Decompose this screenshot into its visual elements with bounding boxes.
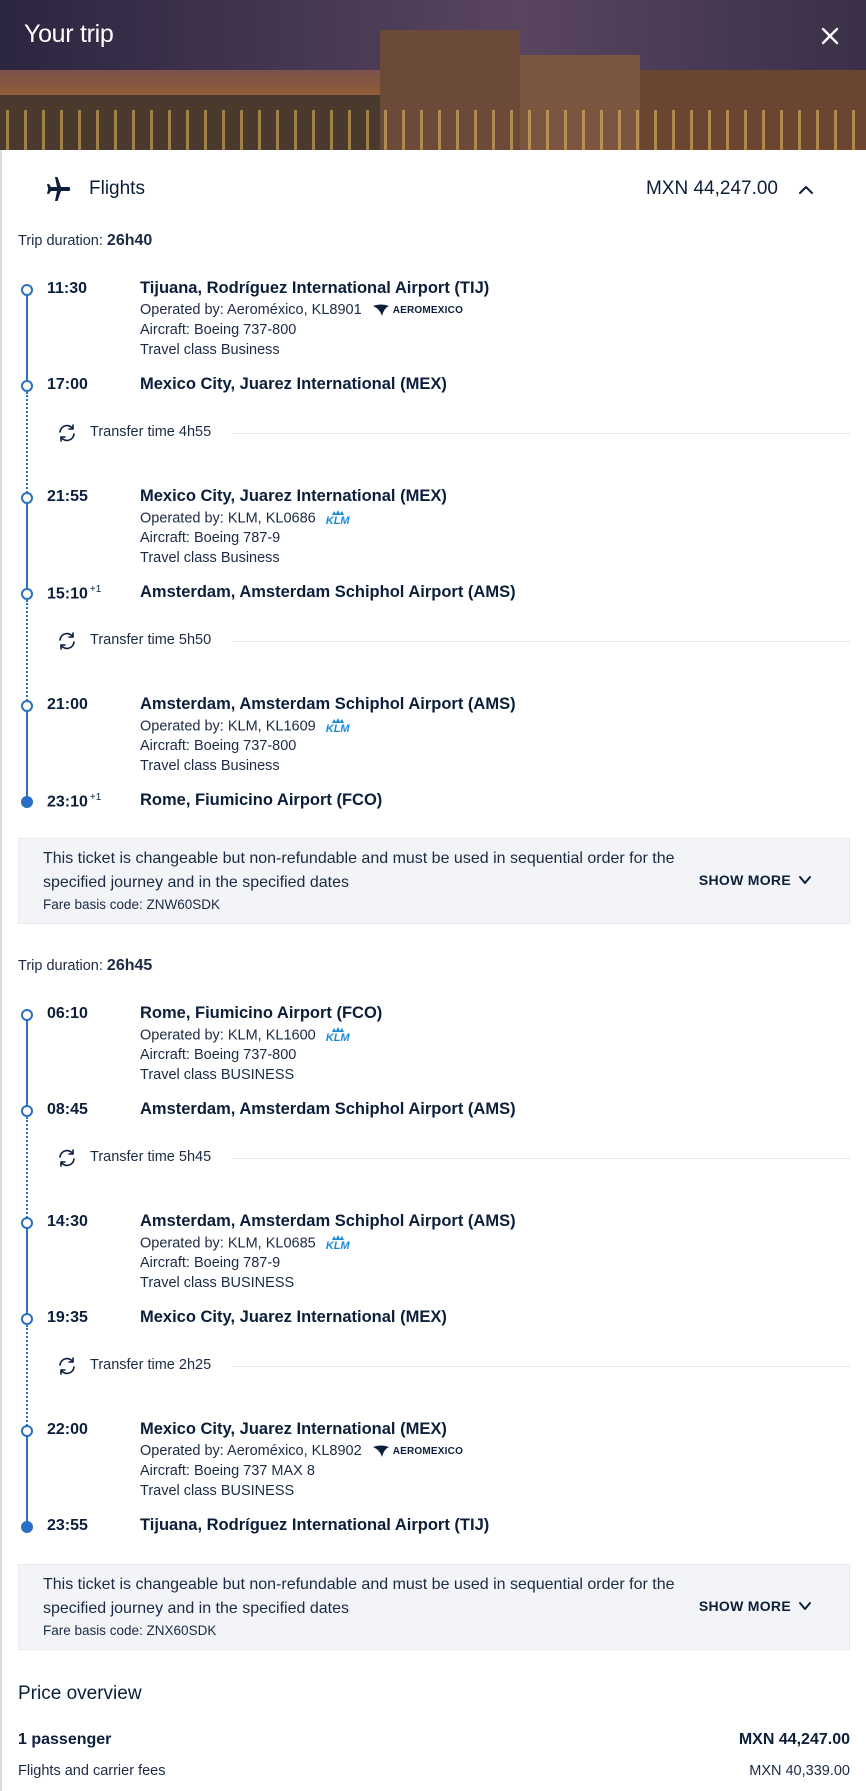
- price-overview-title: Price overview: [18, 1683, 142, 1704]
- trip-duration-value: 26h40: [106, 232, 153, 249]
- travel-class: Travel class BUSINESS: [140, 1067, 295, 1083]
- operated-by: [140, 1027, 350, 1044]
- trip-duration-label: Trip duration:: [18, 233, 103, 249]
- passengers-total: MXN 44,247.00: [738, 1731, 850, 1748]
- departure-airport: Amsterdam, Amsterdam Schiphol Airport (AMS): [140, 695, 516, 713]
- departure-airport: Amsterdam, Amsterdam Schiphol Airport (AMS): [140, 1212, 516, 1230]
- arrival-time-value: 17:00: [47, 376, 88, 393]
- timeline-line: [26, 1431, 28, 1527]
- fare-conditions-box: [18, 1564, 850, 1650]
- divider: [232, 1158, 850, 1159]
- passengers-label: 1 passenger: [18, 1731, 112, 1748]
- hero-lights: [0, 110, 866, 150]
- timeline-final-dot: [21, 796, 33, 808]
- arrival-airport: Tijuana, Rodríguez International Airport (TIJ): [140, 1516, 490, 1534]
- timeline-departure-dot: [21, 1425, 33, 1437]
- transfer-time: Transfer time 4h55: [90, 424, 212, 440]
- fare-basis-code: Fare basis code: ZNX60SDK: [43, 1623, 217, 1638]
- timeline-departure-dot: [21, 492, 33, 504]
- klm-logo-text: KLM: [325, 723, 350, 735]
- arrival-time: [47, 376, 88, 394]
- operated-by: [140, 1235, 350, 1252]
- arrival-time: [47, 1101, 88, 1119]
- aircraft: Aircraft: Boeing 737 MAX 8: [140, 1463, 315, 1479]
- aeromexico-eagle-icon: [372, 1444, 390, 1458]
- transfer-row: [0, 1143, 866, 1173]
- arrival-airport: Mexico City, Juarez International (MEX): [140, 375, 447, 393]
- trip-duration-value: 26h45: [106, 957, 153, 974]
- timeline-departure-dot: [21, 1009, 33, 1021]
- aircraft: Aircraft: Boeing 737-800: [140, 322, 297, 338]
- chevron-down-icon: [797, 1598, 813, 1614]
- timeline-arrival-dot: [21, 1313, 33, 1325]
- next-day-marker: +1: [89, 792, 102, 803]
- transfer-time: Transfer time 5h50: [90, 632, 212, 648]
- fare-conditions-box: [18, 838, 850, 924]
- timeline-line: [26, 1223, 28, 1319]
- departure-time: 06:10: [47, 1005, 88, 1022]
- close-icon: [816, 22, 844, 50]
- operated-by-text: Operated by: KLM, KL1609: [140, 718, 316, 735]
- aeromexico-logo: [372, 1444, 463, 1458]
- flights-label: Flights: [89, 178, 145, 199]
- timeline-arrival-dot: [21, 380, 33, 392]
- klm-logo: [326, 1027, 350, 1044]
- transfer-row: [0, 418, 866, 448]
- aeromexico-logo-text: AEROMEXICO: [392, 1445, 464, 1457]
- timeline-line: [26, 706, 28, 802]
- operated-by: [140, 1443, 463, 1459]
- fare-conditions-text: This ticket is changeable but non-refundable and must be used in sequential order for the specified journey and in the specified dates: [43, 850, 675, 891]
- timeline-line: [26, 1015, 28, 1111]
- departure-time: 22:00: [47, 1421, 88, 1438]
- departure-time: 21:00: [47, 696, 88, 713]
- arrival-airport: Amsterdam, Amsterdam Schiphol Airport (AMS): [140, 1100, 516, 1118]
- departure-time: 11:30: [47, 280, 88, 297]
- arrival-time: [47, 1309, 88, 1327]
- close-button[interactable]: [816, 22, 844, 50]
- travel-class: Travel class Business: [140, 342, 280, 358]
- fare-basis-code: Fare basis code: ZNW60SDK: [43, 897, 221, 912]
- klm-logo: [326, 718, 350, 735]
- operated-by: [140, 510, 350, 527]
- departure-airport: Rome, Fiumicino Airport (FCO): [140, 1004, 383, 1022]
- travel-class: Travel class BUSINESS: [140, 1275, 295, 1291]
- arrival-time: [47, 1517, 88, 1535]
- transfer-icon: [57, 1356, 77, 1376]
- travel-class: Travel class Business: [140, 550, 280, 566]
- departure-airport: Tijuana, Rodríguez International Airport (TIJ): [140, 279, 490, 297]
- arrival-airport: Mexico City, Juarez International (MEX): [140, 1308, 447, 1326]
- departure-airport: Mexico City, Juarez International (MEX): [140, 487, 447, 505]
- aircraft: Aircraft: Boeing 737-800: [140, 738, 297, 754]
- flights-section-header[interactable]: [0, 150, 866, 230]
- transfer-icon: [57, 631, 77, 651]
- show-more-button[interactable]: [699, 1598, 813, 1614]
- arrival-time-value: 15:10: [47, 585, 88, 603]
- aeromexico-logo: [372, 303, 463, 317]
- arrival-airport: Amsterdam, Amsterdam Schiphol Airport (AMS): [140, 583, 516, 601]
- operated-by-text: Operated by: Aeroméxico, KL8902: [140, 1443, 362, 1459]
- transfer-row: [0, 626, 866, 656]
- chevron-down-icon: [797, 872, 813, 888]
- timeline-arrival-dot: [21, 588, 33, 600]
- operated-by: [140, 302, 463, 318]
- trip-duration-label: Trip duration:: [18, 958, 103, 974]
- aircraft: Aircraft: Boeing 737-800: [140, 1047, 297, 1063]
- travel-class: Travel class Business: [140, 758, 280, 774]
- transfer-time: Transfer time 2h25: [90, 1357, 212, 1373]
- klm-logo: [326, 1235, 350, 1252]
- arrival-time-value: 08:45: [47, 1101, 88, 1118]
- divider: [232, 433, 850, 434]
- operated-by-text: Operated by: KLM, KL0685: [140, 1235, 316, 1252]
- arrival-airport: Rome, Fiumicino Airport (FCO): [140, 791, 383, 809]
- timeline-departure-dot: [21, 284, 33, 296]
- aeromexico-eagle-icon: [372, 303, 390, 317]
- timeline-line: [26, 498, 28, 594]
- fees-label: Flights and carrier fees: [18, 1763, 166, 1779]
- operated-by-text: Operated by: Aeroméxico, KL8901: [140, 302, 362, 318]
- transfer-time: Transfer time 5h45: [90, 1149, 212, 1165]
- aircraft: Aircraft: Boeing 787-9: [140, 1255, 281, 1271]
- klm-logo-text: KLM: [325, 1032, 350, 1044]
- departure-airport: Mexico City, Juarez International (MEX): [140, 1420, 447, 1438]
- operated-by-text: Operated by: KLM, KL1600: [140, 1027, 316, 1044]
- plane-icon: [44, 175, 72, 203]
- timeline-departure-dot: [21, 1217, 33, 1229]
- operated-by: [140, 718, 350, 735]
- inbound-trip-duration: [18, 957, 152, 975]
- transfer-icon: [57, 1148, 77, 1168]
- chevron-up-icon[interactable]: [796, 180, 816, 200]
- show-more-button[interactable]: [699, 872, 813, 888]
- show-more-label: SHOW MORE: [698, 872, 791, 888]
- arrival-time-value: 19:35: [47, 1309, 88, 1326]
- timeline-final-dot: [21, 1521, 33, 1533]
- timeline-departure-dot: [21, 700, 33, 712]
- departure-time: 21:55: [47, 488, 88, 505]
- arrival-time-value: 23:55: [47, 1517, 88, 1534]
- transfer-row: [0, 1351, 866, 1381]
- klm-logo-text: KLM: [325, 1240, 350, 1252]
- klm-logo: [326, 510, 350, 527]
- operated-by-text: Operated by: KLM, KL0686: [140, 510, 316, 527]
- timeline-line: [26, 290, 28, 386]
- page-title: Your trip: [24, 20, 114, 48]
- divider: [232, 1366, 850, 1367]
- divider: [232, 641, 850, 642]
- next-day-marker: +1: [89, 584, 102, 595]
- klm-logo-text: KLM: [325, 515, 350, 527]
- timeline-arrival-dot: [21, 1105, 33, 1117]
- flights-total-price: MXN 44,247.00: [645, 178, 778, 199]
- transfer-icon: [57, 423, 77, 443]
- aeromexico-logo-text: AEROMEXICO: [392, 304, 464, 316]
- outbound-trip-duration: [18, 232, 152, 250]
- travel-class: Travel class BUSINESS: [140, 1483, 295, 1499]
- fare-conditions-text: This ticket is changeable but non-refundable and must be used in sequential order for the specified journey and in the specified dates: [43, 1576, 675, 1617]
- show-more-label: SHOW MORE: [698, 1598, 791, 1614]
- arrival-time: [47, 792, 101, 811]
- hero-banner: [0, 0, 866, 150]
- arrival-time-value: 23:10: [47, 793, 88, 811]
- departure-time: 14:30: [47, 1213, 88, 1230]
- fees-total: MXN 40,339.00: [749, 1763, 850, 1779]
- arrival-time: [47, 584, 101, 603]
- aircraft: Aircraft: Boeing 787-9: [140, 530, 281, 546]
